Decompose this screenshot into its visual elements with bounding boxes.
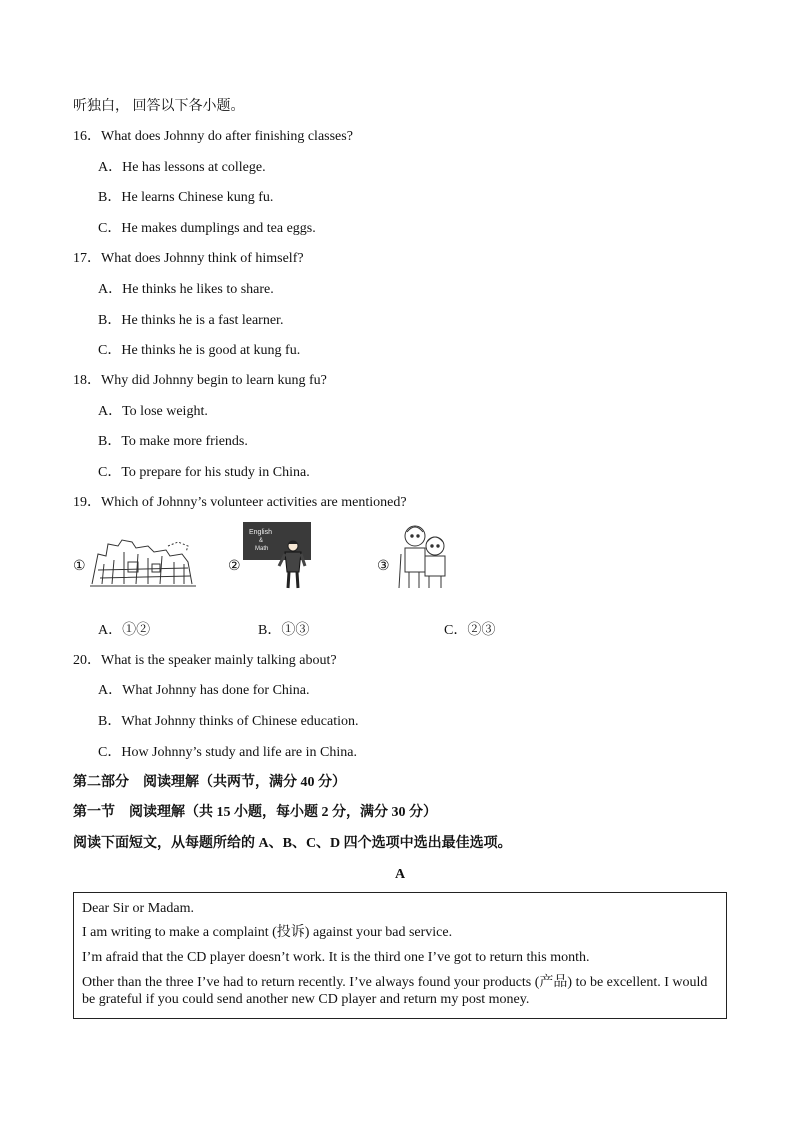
question-16-option-c[interactable]: C．He makes dumplings and tea eggs. <box>98 221 316 236</box>
question-16-stem: 16．What does Johnny do after finishing classes? <box>73 129 353 144</box>
picture-2-label: ② <box>228 559 241 574</box>
passage-paragraph-3-line-1: Other than the three I’ve had to return recently. I’ve always found your products (产品) to be excellent. I would <box>82 975 708 990</box>
question-17-option-a[interactable]: A．He thinks he likes to share. <box>98 282 274 297</box>
question-18-option-b[interactable]: B．To make more friends. <box>98 434 248 449</box>
passage-label: A <box>394 867 406 882</box>
picture-2-teacher-at-blackboard <box>243 520 313 590</box>
picture-3-helping-elderly <box>397 520 453 590</box>
question-17-option-c[interactable]: C．He thinks he is good at kung fu. <box>98 343 301 358</box>
reading-instructions: 阅读下面短文，从每题所给的 A、B、C、D 四个选项中选出最佳选项。 <box>73 836 512 851</box>
question-18-option-c[interactable]: C．To prepare for his study in China. <box>98 465 310 480</box>
blackboard-text-ampersand: & <box>259 538 264 544</box>
question-19-option-b[interactable]: B．①③ <box>258 623 310 638</box>
question-18-option-a[interactable]: A．To lose weight. <box>98 404 208 419</box>
question-18-stem: 18．Why did Johnny begin to learn kung fu? <box>73 373 327 388</box>
picture-1-label: ① <box>73 559 86 574</box>
part-2-heading: 第二部分 阅读理解（共两节，满分 40 分） <box>73 775 346 790</box>
question-20-option-b[interactable]: B．What Johnny thinks of Chinese education. <box>98 714 359 729</box>
listening-instructions: 听独白， 回答以下各小题。 <box>73 99 245 114</box>
question-16-option-b[interactable]: B．He learns Chinese kung fu. <box>98 190 274 205</box>
passage-paragraph-2: I’m afraid that the CD player doesn’t work. It is the third one I’ve got to return this month. <box>82 950 590 965</box>
passage-salutation: Dear Sir or Madam. <box>82 901 194 916</box>
picture-1-ruined-building <box>88 534 198 590</box>
blackboard-text-english: English <box>249 529 272 536</box>
question-17-stem: 17．What does Johnny think of himself? <box>73 251 304 266</box>
section-1-heading: 第一节 阅读理解（共 15 小题，每小题 2 分，满分 30 分） <box>73 805 437 820</box>
question-20-option-a[interactable]: A．What Johnny has done for China. <box>98 683 310 698</box>
question-20-stem: 20．What is the speaker mainly talking about? <box>73 653 337 668</box>
passage-paragraph-3-line-2: be grateful if you could send another new CD player and return my post money. <box>82 992 530 1007</box>
question-19-option-c[interactable]: C．②③ <box>444 623 496 638</box>
question-17-option-b[interactable]: B．He thinks he is a fast learner. <box>98 313 284 328</box>
passage-box <box>73 892 727 1019</box>
passage-paragraph-1: I am writing to make a complaint (投诉) against your bad service. <box>82 925 453 940</box>
question-19-option-a[interactable]: A．①② <box>98 623 151 638</box>
blackboard-text-math: Math <box>255 546 269 552</box>
question-19-stem: 19．Which of Johnny’s volunteer activities are mentioned? <box>73 495 407 510</box>
question-20-option-c[interactable]: C．How Johnny’s study and life are in China. <box>98 745 357 760</box>
picture-3-label: ③ <box>377 559 390 574</box>
question-16-option-a[interactable]: A．He has lessons at college. <box>98 160 266 175</box>
